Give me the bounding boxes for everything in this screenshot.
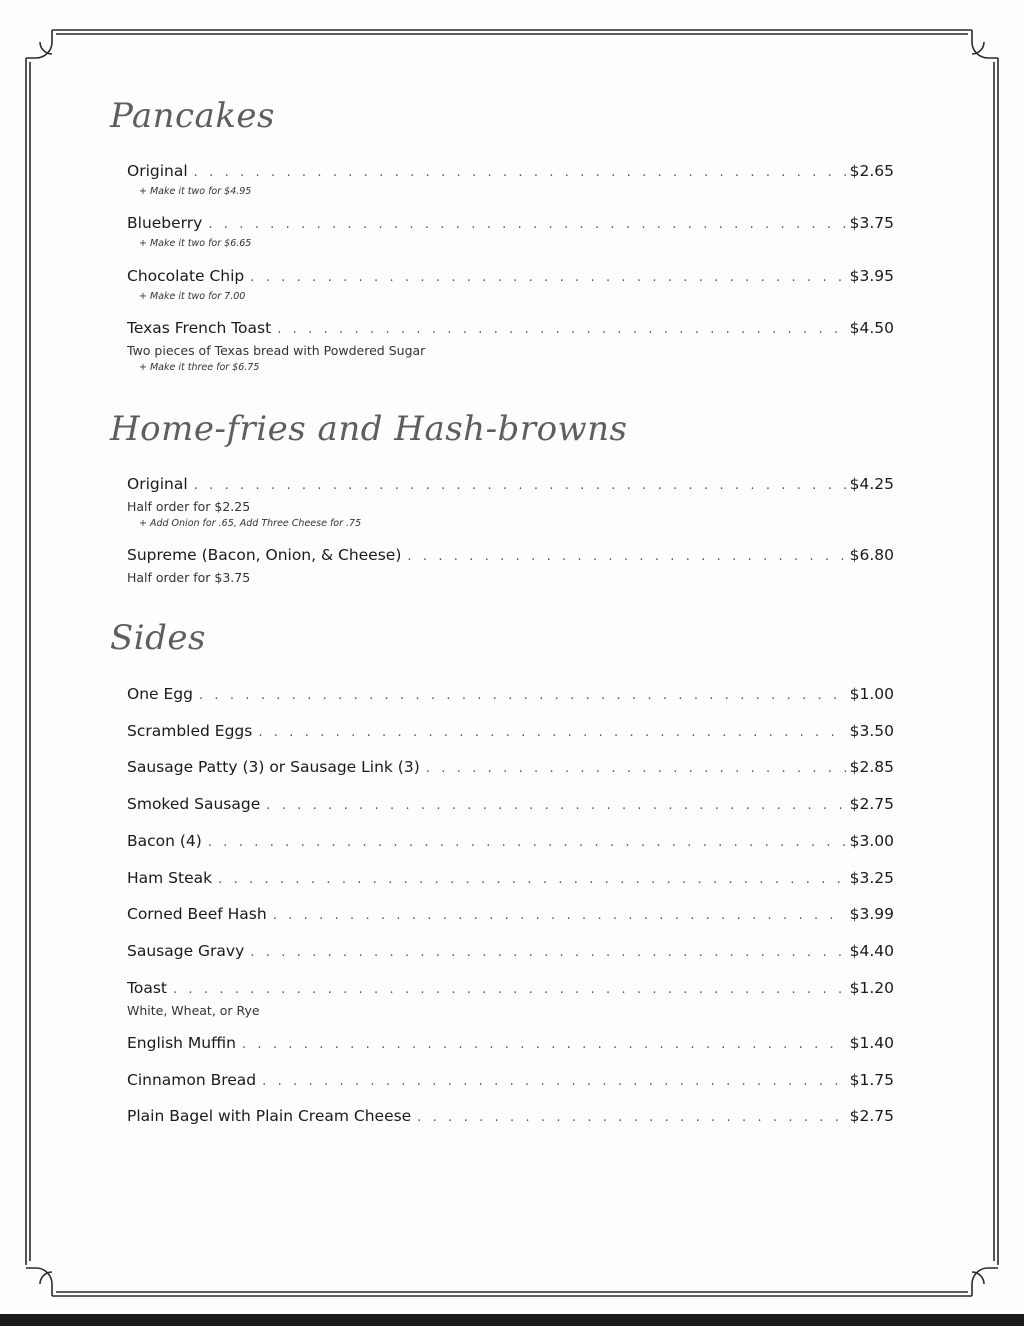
item-price: $1.75 — [849, 1071, 894, 1089]
item-price: $3.00 — [849, 832, 894, 850]
leader-dots — [273, 908, 846, 923]
menu-item — [127, 162, 894, 200]
item-name: Smoked Sausage — [127, 795, 261, 813]
menu-item — [127, 1107, 894, 1129]
menu-item — [127, 475, 894, 532]
item-name: Texas French Toast — [127, 319, 272, 337]
menu-item — [127, 758, 894, 780]
item-price: $1.40 — [849, 1034, 894, 1052]
item-name: English Muffin — [127, 1034, 236, 1052]
menu-item — [127, 795, 894, 817]
item-name: Bacon (4) — [127, 832, 202, 850]
menu-item — [127, 319, 894, 376]
item-price: $2.85 — [849, 758, 894, 776]
leader-dots — [199, 688, 846, 703]
menu-item — [127, 1034, 894, 1056]
menu-item — [127, 979, 894, 1020]
item-price: $2.75 — [849, 795, 894, 813]
menu-item — [127, 832, 894, 854]
item-name: Blueberry — [127, 214, 203, 232]
leader-dots — [208, 217, 845, 232]
leader-dots — [250, 945, 845, 960]
leader-dots — [258, 725, 845, 740]
item-name: Toast — [127, 979, 167, 997]
leader-dots — [173, 982, 846, 997]
leader-dots — [194, 165, 846, 180]
item-note: + Make it two for 7.00 — [139, 291, 246, 302]
menu-item — [127, 722, 894, 744]
leader-dots — [218, 872, 846, 887]
item-price: $2.75 — [849, 1107, 894, 1125]
item-note: + Make it two for $4.95 — [139, 186, 252, 197]
menu-item — [127, 905, 894, 927]
menu-item — [127, 942, 894, 964]
menu-item — [127, 685, 894, 707]
item-note: + Add Onion for .65, Add Three Cheese for .75 — [139, 518, 362, 529]
item-price: $3.50 — [849, 722, 894, 740]
item-price: $2.65 — [849, 162, 894, 180]
item-name: Corned Beef Hash — [127, 905, 267, 923]
item-name: Cinnamon Bread — [127, 1071, 257, 1089]
menu-item — [127, 546, 894, 587]
leader-dots — [417, 1110, 845, 1125]
leader-dots — [262, 1074, 845, 1089]
item-name: Sausage Gravy — [127, 942, 245, 960]
item-note: + Make it three for $6.75 — [139, 362, 260, 373]
leader-dots — [407, 549, 845, 564]
item-price: $6.80 — [849, 546, 894, 564]
section-title-sides: Sides — [110, 618, 206, 658]
item-name: Sausage Patty (3) or Sausage Link (3) — [127, 758, 420, 776]
item-name: Ham Steak — [127, 869, 213, 887]
item-name: Plain Bagel with Plain Cream Cheese — [127, 1107, 412, 1125]
item-name: Original — [127, 162, 188, 180]
leader-dots — [426, 761, 846, 776]
item-price: $3.25 — [849, 869, 894, 887]
item-name: Scrambled Eggs — [127, 722, 253, 740]
leader-dots — [242, 1037, 846, 1052]
leader-dots — [194, 478, 846, 493]
leader-dots — [250, 270, 845, 285]
scan-edge — [0, 1314, 1024, 1326]
leader-dots — [277, 322, 845, 337]
item-description: Two pieces of Texas bread with Powdered Sugar — [127, 343, 426, 358]
leader-dots — [266, 798, 845, 813]
leader-dots — [208, 835, 846, 850]
section-title-home-fries: Home-fries and Hash-browns — [110, 409, 628, 449]
item-price: $3.95 — [849, 267, 894, 285]
item-description: Half order for $2.25 — [127, 499, 251, 514]
item-name: One Egg — [127, 685, 193, 703]
menu-item — [127, 267, 894, 305]
item-price: $3.99 — [849, 905, 894, 923]
item-price: $4.50 — [849, 319, 894, 337]
menu-item — [127, 214, 894, 252]
item-price: $3.75 — [849, 214, 894, 232]
item-price: $4.40 — [849, 942, 894, 960]
item-price: $1.00 — [849, 685, 894, 703]
section-title-pancakes: Pancakes — [110, 96, 276, 136]
item-description: White, Wheat, or Rye — [127, 1003, 260, 1018]
item-note: + Make it two for $6.65 — [139, 238, 252, 249]
item-price: $4.25 — [849, 475, 894, 493]
item-name: Original — [127, 475, 188, 493]
item-price: $1.20 — [849, 979, 894, 997]
menu-item — [127, 869, 894, 891]
menu-item — [127, 1071, 894, 1093]
item-name: Supreme (Bacon, Onion, & Cheese) — [127, 546, 402, 564]
item-description: Half order for $3.75 — [127, 570, 251, 585]
item-name: Chocolate Chip — [127, 267, 245, 285]
